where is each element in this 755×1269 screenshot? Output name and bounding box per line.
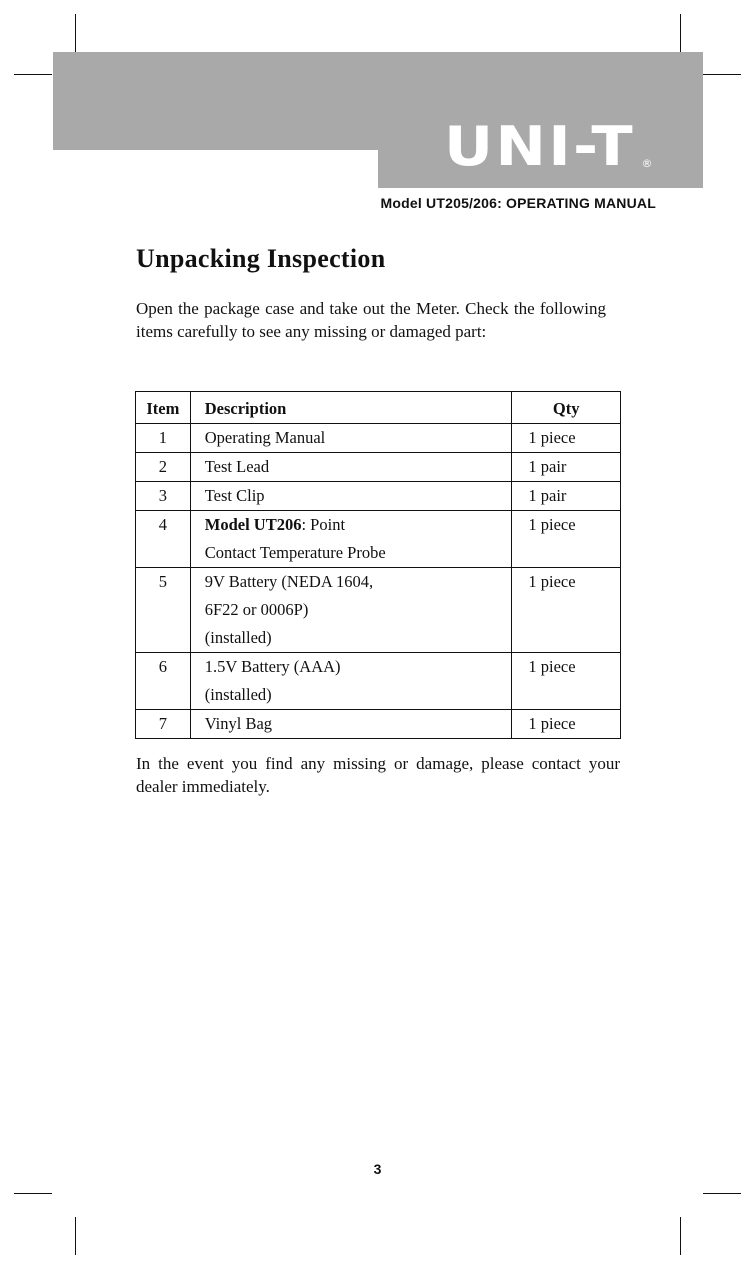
closing-paragraph: In the event you find any missing or damage, please contact your dealer immediately. [136,754,620,796]
crop-mark-bottom-right [680,1217,681,1255]
description-line: Test Clip [204,486,265,505]
cell-item: 6 [136,653,191,710]
description-line [205,511,512,539]
crop-mark-right-bottom [703,1193,741,1194]
table-header-row [136,392,621,424]
cell-item: 5 [136,568,191,653]
cell-qty: 1 pair [512,453,621,482]
description-text: : Point [301,515,346,534]
column-header-qty: Qty [512,392,621,424]
description-line: (installed) [204,628,272,647]
crop-mark-top-left [75,14,76,52]
cell-item: 7 [136,710,191,739]
table-row [136,653,621,710]
brand-logo: UNI-T [444,115,635,178]
crop-mark-left-top [14,74,52,75]
description-line: Vinyl Bag [204,714,273,733]
cell-description [190,511,512,568]
cell-description [190,653,512,710]
cell-description [190,482,512,511]
cell-item: 1 [136,424,191,453]
crop-mark-bottom-left [75,1217,76,1255]
table-row [136,511,621,568]
cell-description [190,568,512,653]
cell-qty: 1 piece [512,568,621,653]
cell-description [190,453,512,482]
manual-title: Model UT205/206: OPERATING MANUAL [380,195,656,211]
crop-mark-top-right [680,14,681,52]
description-line: 9V Battery (NEDA 1604, [204,572,374,591]
contents-table [135,391,621,739]
table-row [136,424,621,453]
cell-qty: 1 piece [512,653,621,710]
table-row [136,710,621,739]
table-row [136,453,621,482]
cell-description [190,710,512,739]
intro-paragraph: Open the package case and take out the Meter. Check the following items carefully to see any missing or damaged part: [136,299,606,341]
cell-item: 2 [136,453,191,482]
crop-mark-left-bottom [14,1193,52,1194]
cell-item: 4 [136,511,191,568]
description-line: 1.5V Battery (AAA) [204,657,341,676]
cell-qty: 1 piece [512,511,621,568]
description-line: (installed) [204,685,272,704]
registered-mark-icon: ® [641,157,653,170]
crop-mark-right-top [703,74,741,75]
column-header-description: Description [190,392,512,424]
cell-qty: 1 pair [512,482,621,511]
page-number: 3 [373,1161,382,1177]
table-row [136,568,621,653]
cell-description [190,424,512,453]
description-line: Contact Temperature Probe [204,543,386,562]
description-model-name: Model UT206 [204,515,302,534]
description-line: Test Lead [204,457,270,476]
cell-item: 3 [136,482,191,511]
column-header-item: Item [136,392,191,424]
description-line: 6F22 or 0006P) [204,600,309,619]
section-heading: Unpacking Inspection [136,244,386,273]
cell-qty: 1 piece [512,710,621,739]
cell-qty: 1 piece [512,424,621,453]
table-row [136,482,621,511]
description-line: Operating Manual [204,428,326,447]
